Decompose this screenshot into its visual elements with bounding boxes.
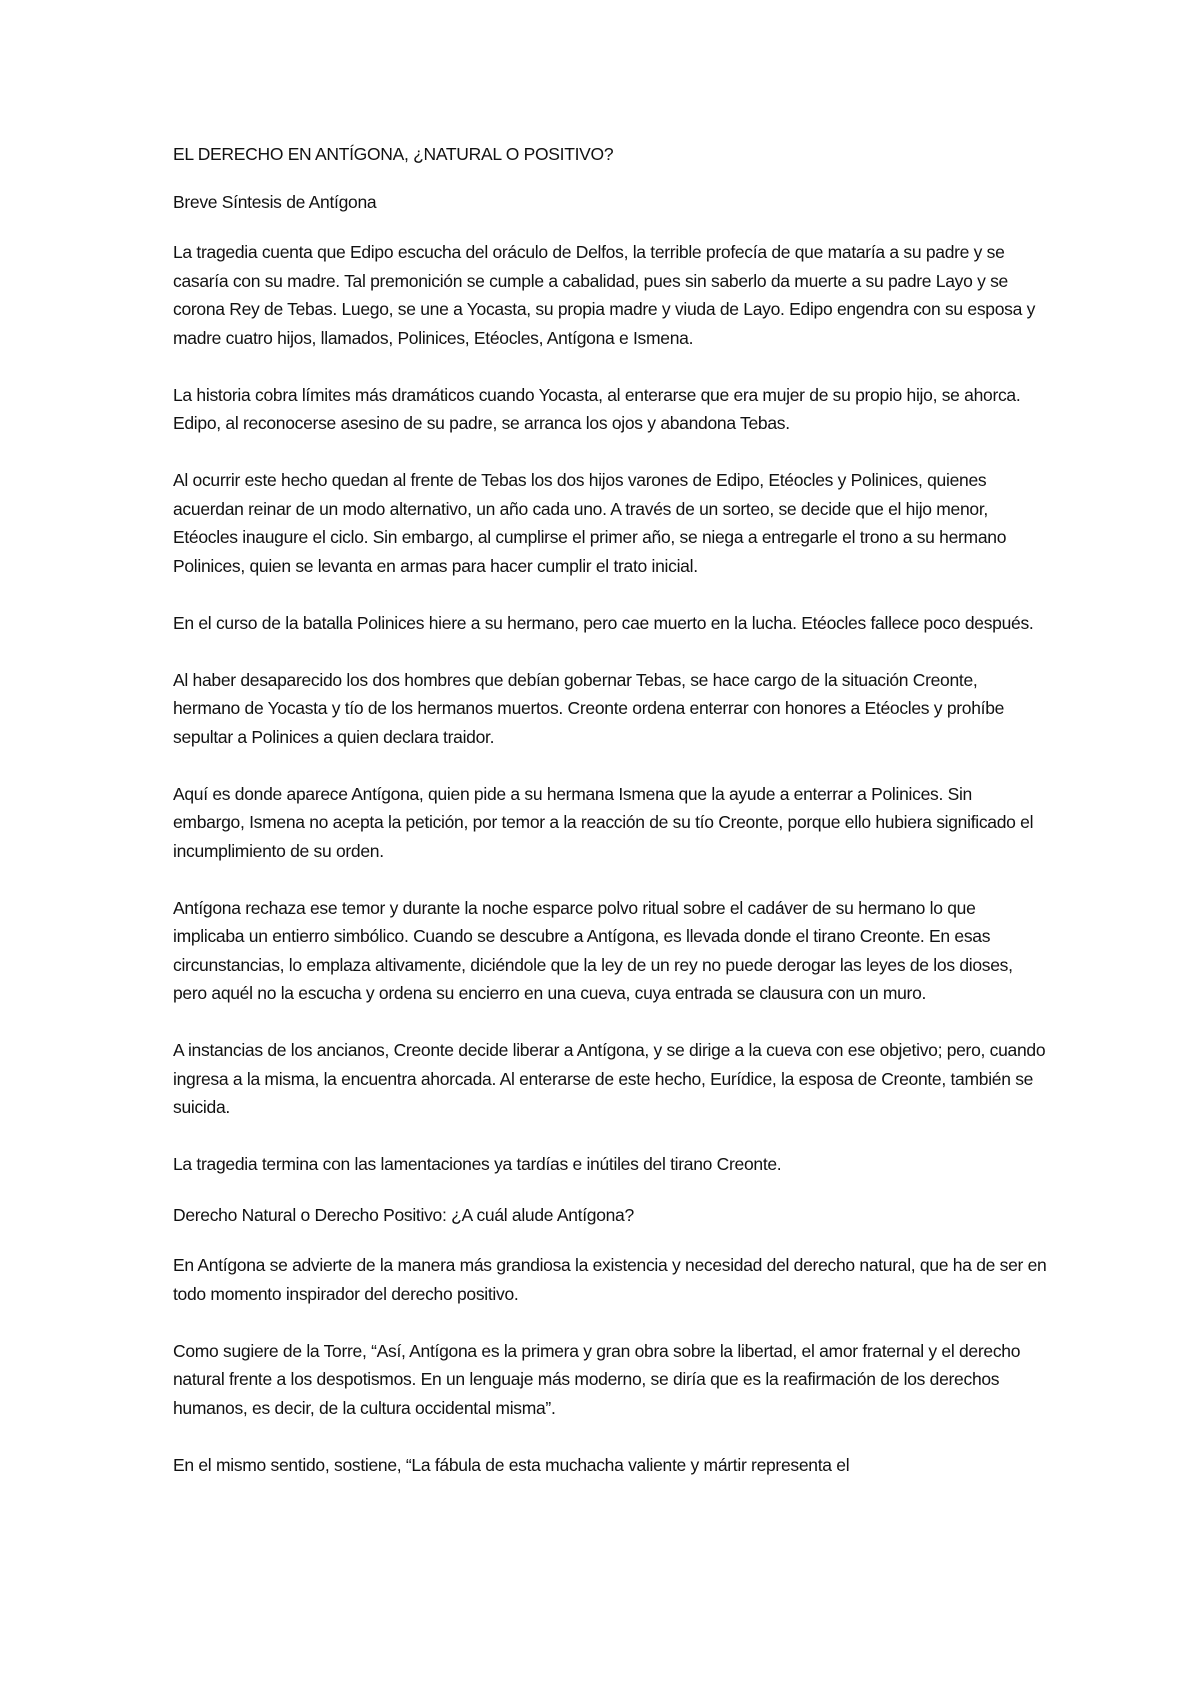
- paragraph: En el curso de la batalla Polinices hiere a su hermano, pero cae muerto en la lucha. Etéocles fallece poco después.: [173, 612, 1034, 633]
- paragraph: Aquí es donde aparece Antígona, quien pide a su hermana Ismena que la ayude a enterrar a Polinices. Sin embargo, Ismena no acepta la petición, por temor a la reacción de su tío Creonte, porque ello hubiera significado el incumplimiento de su orden.: [173, 783, 1034, 861]
- paragraph: La tragedia cuenta que Edipo escucha del oráculo de Delfos, la terrible profecía de que mataría a su padre y se casaría con su madre. Tal premonición se cumple a cabalidad, pues sin saberlo da muerte a su padre Layo y se corona Rey de Tebas. Luego, se une a Yocasta, su propia madre y viuda de Layo. Edipo engendra con su esposa y madre cuatro hijos, llamados, Polinices, Etéocles, Antígona e Ismena.: [173, 242, 1036, 348]
- paragraph: Antígona rechaza ese temor y durante la noche esparce polvo ritual sobre el cadáver de su hermano lo que implicaba un entierro simbólico. Cuando se descubre a Antígona, es llevada donde el tirano Creonte. En esas circunstancias, lo emplaza altivamente, diciéndole que la ley de un rey no puede derogar las leyes de los dioses, pero aquél no la escucha y ordena su encierro en una cueva, cuya entrada se clausura con un muro.: [173, 897, 1013, 1003]
- paragraph: A instancias de los ancianos, Creonte decide liberar a Antígona, y se dirige a la cueva con ese objetivo; pero, cuando ingresa a la misma, la encuentra ahorcada. Al enterarse de este hecho, Eurídice, la esposa de Creonte, también se suicida.: [173, 1040, 1046, 1117]
- section-paragraph: Como sugiere de la Torre, “Así, Antígona es la primera y gran obra sobre la libertad, el amor fraternal y el derecho natural frente a los despotismos. En un lenguaje más moderno, se diría que es la reafirmación de los derechos humanos, es decir, de la cultura occidental misma”.: [173, 1340, 1021, 1418]
- document-title: EL DERECHO EN ANTÍGONA, ¿NATURAL O POSITIVO?: [173, 144, 614, 164]
- section-heading: Derecho Natural o Derecho Positivo: ¿A cuál alude Antígona?: [173, 1204, 634, 1225]
- section-paragraph: En Antígona se advierte de la manera más grandiosa la existencia y necesidad del derecho natural, que ha de ser en todo momento inspirador del derecho positivo.: [173, 1255, 1047, 1304]
- paragraph: La historia cobra límites más dramáticos cuando Yocasta, al enterarse que era mujer de su propio hijo, se ahorca. Edipo, al reconocerse asesino de su padre, se arranca los ojos y abandona Tebas.: [173, 384, 1021, 433]
- section-paragraph: En el mismo sentido, sostiene, “La fábula de esta muchacha valiente y mártir representa el: [173, 1454, 850, 1475]
- document-subtitle: Breve Síntesis de Antígona: [173, 191, 377, 212]
- paragraph: La tragedia termina con las lamentaciones ya tardías e inútiles del tirano Creonte.: [173, 1154, 782, 1174]
- document-page: [173, 140, 1048, 1479]
- paragraph: Al ocurrir este hecho quedan al frente de Tebas los dos hijos varones de Edipo, Etéocles y Polinices, quienes acuerdan reinar de un modo alternativo, un año cada uno. A través de un sorteo, se decide que el hijo menor, Etéocles inaugure el ciclo. Sin embargo, al cumplirse el primer año, se niega a entregarle el trono a su hermano Polinices, quien se levanta en armas para hacer cumplir el trato inicial.: [173, 470, 1007, 576]
- paragraph: Al haber desaparecido los dos hombres que debían gobernar Tebas, se hace cargo de la situación Creonte, hermano de Yocasta y tío de los hermanos muertos. Creonte ordena enterrar con honores a Etéocles y prohíbe sepultar a Polinices a quien declara traidor.: [173, 669, 1005, 747]
